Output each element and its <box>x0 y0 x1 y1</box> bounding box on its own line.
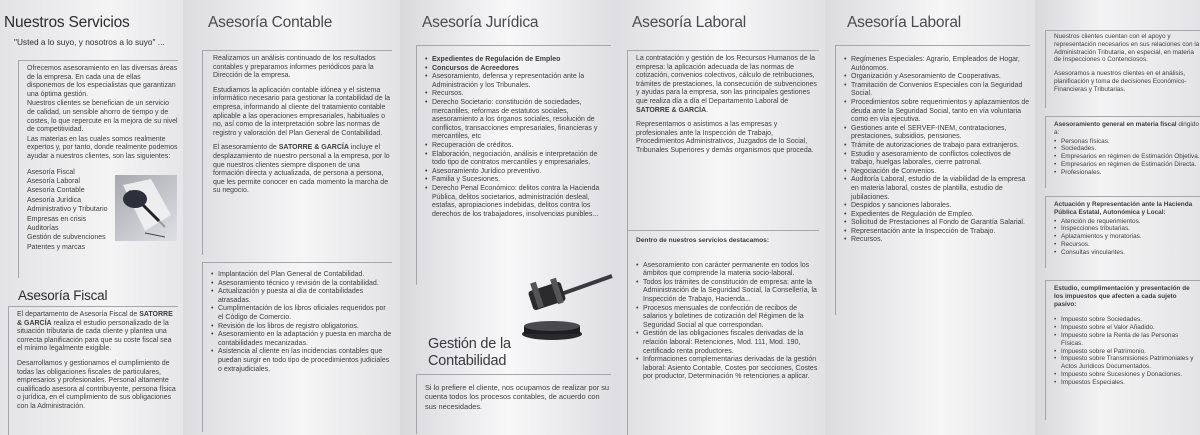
hacienda-item: • Aplazamientos y moratorias. <box>1054 233 1200 241</box>
destacamos-list <box>636 262 819 382</box>
contable-title: Asesoría Contable <box>208 14 333 31</box>
general-fiscal-item: • Personas físicas. <box>1054 138 1200 146</box>
juridica-item: • Elaboración, negociación, análisis e interpretación de todo tipo de contratos mercantiles y empresariales. <box>425 151 611 168</box>
service-item: Auditorías <box>27 224 59 232</box>
contable-brand: SATORRE & GARCÍA <box>278 144 349 152</box>
laboral-list-box <box>835 45 1030 315</box>
fiscal-title: Asesoría Fiscal <box>18 288 108 303</box>
service-item: Asesoría Contable <box>27 187 85 195</box>
destacamos-item: • Asesoramiento con carácter permanente en todos los ámbitos que comprende la materia socio-laboral. <box>636 262 819 279</box>
hacienda-list <box>1054 218 1200 257</box>
general-fiscal-item: • Profesionales. <box>1054 169 1200 177</box>
laboral-item: • Regímenes Especiales: Agrario, Empleados de Hogar, Autónomos. <box>844 56 1030 73</box>
laboral-item: • Procedimientos sobre requerimientos y aplazamientos de deuda ante la Seguridad Social, tanto en vía voluntaria como en vía ejecutiva. <box>844 99 1030 125</box>
contable-p1: Realizamos un análisis continuado de los resultados contables y preparamos informes periódicos para la Dirección de la empresa. <box>213 55 376 80</box>
gestion-box <box>416 374 611 434</box>
laboral-p1-a: La contratación y gestión de los Recursos Humanos de la empresa: la aplicación adecuada de las normas de cotización, convenios colectivos, cálculo de retribuciones, trámites de prestaciones, la consecución de subvenciones y ayudas para la empresa, son las principales gestiones que realiza día a día el Departamento Laboral de <box>636 55 817 105</box>
service-item: Administrativo y Tributario <box>27 206 108 214</box>
general-fiscal-title-b: dirigido a: <box>1054 121 1199 136</box>
destacamos-item: • Informaciones complementarias derivadas de la gestión laboral: Asiento Contable, Costes por secciones, Costes por productor, Determinación % retenciones a aplicar. <box>636 356 819 382</box>
service-item: Asesoría Fiscal <box>27 168 75 176</box>
panel-asesoria-contable <box>183 0 400 435</box>
contable-p3-b: incluye el desplazamiento de nuestro personal a la empresa, por lo que nuestros clientes siempre disponen de una formación directa y actualizada, de persona a persona, que les permite conocer en cada momento la marcha de su negocio. <box>213 144 390 195</box>
destacamos-item: • Todos los trámites de constitución de empresa: ante la Administración de la Seguridad Social, la Consellería, la Inspección de Trabajo, Hacienda... <box>636 279 819 305</box>
impuestos-list <box>1054 316 1200 386</box>
services-box <box>18 60 178 278</box>
destacamos-item: • Procesos mensuales de confección de recibos de salarios y boletines de cotización del Régimen de la Seguridad Social al que correspondan. <box>636 305 819 331</box>
laboral-title-2: Asesoría Laboral <box>847 14 961 31</box>
gavel-icon <box>520 272 617 344</box>
laboral-item: • Estudio y asesoramiento de conflictos colectivos de trabajo, huelgas laborales, cierre patronal. <box>844 151 1030 168</box>
laboral-p2: Representamos o asistimos a las empresas y profesionales ante la Inspección de Trabajo, Procedimientos Administrativos, Juzgados de lo Social, Tribunales Superiores y demás organismos que proceda. <box>636 121 814 154</box>
contable-item: • Cumplimentación de los libros oficiales requeridos por el Código de Comercio. <box>211 305 392 322</box>
laboral-title-1: Asesoría Laboral <box>632 14 746 31</box>
laboral-item: • Negociación de Convenios. <box>844 168 1030 177</box>
tagline: "Usted a lo suyo, y nosotros a lo suyo" ... <box>14 37 165 47</box>
destacamos-box <box>627 230 819 435</box>
contable-box <box>202 50 392 255</box>
panel-asesoria-laboral-1 <box>617 0 825 435</box>
impuesto-item: • Impuesto sobre Transmisiones Patrimoniales y Actos Jurídicos Documentados. <box>1054 355 1200 371</box>
laboral-list <box>844 56 1030 245</box>
juridica-item: • Recursos. <box>425 90 611 99</box>
contable-p3-a: El asesoramiento de <box>213 144 279 152</box>
service-item: Empresas en crisis <box>27 215 87 223</box>
laboral-item: • Expedientes de Regulación de Empleo. <box>844 211 1030 220</box>
service-item: Asesoría Laboral <box>27 177 80 185</box>
contable-item: • Implantación del Plan General de Contabilidad. <box>211 271 392 280</box>
fiscal-p1-a: El departamento de Asesoría Fiscal de <box>17 311 140 318</box>
destacamos-title: Dentro de nuestros servicios destacamos: <box>636 237 770 244</box>
juridica-list <box>425 56 611 219</box>
impuesto-item: • Impuesto sobre Sociedades. <box>1054 316 1200 324</box>
service-item: Gestión de subvenciones <box>27 234 106 242</box>
fiscal-detail-p2: Asesoramos a nuestros clientes en el análisis, planificación y toma de decisiones Económico-Financieras y Tributarias. <box>1054 70 1187 93</box>
gestion-text: Si lo prefiere el cliente, nos ocupamos de realizar por su cuenta todos los procesos contables, de acuerdo con sus necesidades. <box>425 383 610 411</box>
fiscal-intro-box <box>1045 30 1200 108</box>
laboral-item: • Organización y Asesoramiento de Cooperativas. <box>844 73 1030 82</box>
juridica-title: Asesoría Jurídica <box>422 14 539 31</box>
panel-fiscal-details <box>1035 0 1200 435</box>
contable-p2: Estudiamos la aplicación contable idónea y el sistema informático necesario para gestionar la contabilidad de la empresa, informando al cliente del tratamiento contable aplicable a las operaciones empresariales, habituales o no, así como de la interpretación sobre las normas de registro y valoración del Plan General de Contabilidad. <box>213 86 391 137</box>
laboral-item: • Tramitación de Convenios Especiales con la Seguridad Social. <box>844 82 1030 99</box>
impuestos-box <box>1045 280 1200 420</box>
contable-list-box <box>202 262 392 432</box>
general-fiscal-item: • Empresarios en régimen de Estimación Directa. <box>1054 161 1200 169</box>
hacienda-item: • Atención de requerimientos. <box>1054 218 1200 226</box>
juridica-item: • Concursos de Acreedores <box>425 65 611 74</box>
service-item: Patentes y marcas <box>27 243 85 251</box>
general-fiscal-list <box>1054 138 1200 177</box>
contable-item: • Revisión de los libros de registro obligatorios. <box>211 323 392 332</box>
general-fiscal-box <box>1045 116 1200 188</box>
hacienda-item: • Consultas vinculantes. <box>1054 249 1200 257</box>
laboral-item: • Solicitud de Prestaciones al Fondo de Garantía Salarial. <box>844 219 1030 228</box>
juridica-item: • Expedientes de Regulación de Empleo <box>425 56 611 65</box>
laboral-p1-b: . <box>706 106 709 114</box>
juridica-item: • Asesoramiento Jurídico preventivo. <box>425 168 611 177</box>
contable-item: • Asesoramiento en la adaptación y puesta en marcha de contabilidades mecanizadas. <box>211 331 392 348</box>
fiscal-box <box>8 306 178 435</box>
fiscal-detail-p1: Nuestros clientes cuentan con el apoyo y representación necesarios en sus relaciones con la Administración Tributaria, en especial, en materia de Inspecciones o Contenciosos. <box>1054 33 1200 64</box>
fiscal-p1-b: realiza el estudio personalizado de la situación tributaria de cada cliente y plantea una correcta planificación para que su coste fiscal sea el mínimo legalmente exigible. <box>17 319 172 353</box>
laboral-item: • Representación ante la Inspección de Trabajo. <box>844 228 1030 237</box>
laboral-item: • Trámite de autorizaciones de trabajo para extranjeros. <box>844 142 1030 151</box>
hacienda-title: Actuación y Representación ante la Hacienda Pública Estatal, Autonómica y Local: <box>1054 201 1193 216</box>
laboral-item: • Gestiones ante el SERVEF-INEM, contrataciones, prestaciones, subsidios, pensiones. <box>844 125 1030 142</box>
contable-item: • Actualización y puesta al día de contabilidades atrasadas. <box>211 288 392 305</box>
laboral-item: • Auditoría Laboral, estudio de la viabilidad de la empresa en materia laboral, costes de plantilla, estudio de jubilaciones. <box>844 176 1030 202</box>
panel-asesoria-laboral-2 <box>825 0 1035 435</box>
laboral-item: • Recursos. <box>844 236 1030 245</box>
gestion-title: Gestión de la Contabilidad <box>428 336 511 369</box>
laboral-intro-box <box>627 50 819 232</box>
juridica-item: • Derecho Penal Económico: delitos contra la Hacienda Pública, delitos societarios, administración desleal, estafas, apropiaciones indebidas, delitos contra los derechos de los trabajadores, insolvencias punibles... <box>425 185 611 219</box>
juridica-item: • Asesoramiento, defensa y representación ante la Administración y los Tribunales. <box>425 73 611 90</box>
panel-asesoria-juridica <box>400 0 617 435</box>
laboral-item: • Despidos y sanciones laborales. <box>844 202 1030 211</box>
impuestos-title: Estudio, cumplimentación y presentación de los impuestos que afecten a cada sujeto pasivo: <box>1054 285 1190 308</box>
services-intro-3: Las materias en las cuales somos realmente expertos y, por tanto, donde realmente podemos ayudar a nuestros clientes, son las siguientes: <box>27 135 178 160</box>
hacienda-item: • Recursos. <box>1054 241 1200 249</box>
general-fiscal-item: • Empresarios en régimen de Estimación Objetiva. <box>1054 153 1200 161</box>
services-title: Nuestros Servicios <box>4 14 130 31</box>
services-intro-1: Ofrecemos asesoramiento en las diversas áreas de la empresa. En cada una de ellas disponemos de los especialistas que garantizan una óptima gestión. <box>27 65 178 98</box>
juridica-box <box>416 45 611 285</box>
impuesto-item: • Impuestos Especiales. <box>1054 379 1200 387</box>
contable-list <box>211 271 392 374</box>
juridica-item: • Derecho Societario: constitución de sociedades, mercantiles, reformas de estatutos sociales, asesoramiento a los órganos sociales, resolución de conflictos, transacciones empresariales, financieras y mercantiles, etc <box>425 99 611 142</box>
contable-item: • Asistencia al cliente en las incidencias contables que puedan surgir en todo tipo de procedimientos judiciales o extrajudiciales. <box>211 348 392 374</box>
hacienda-box <box>1045 196 1200 268</box>
impuesto-item: • Impuesto sobre Sucesiones y Donaciones. <box>1054 371 1200 379</box>
impuesto-item: • Impuesto sobre el Valor Añadido. <box>1054 324 1200 332</box>
service-item: Asesoría Jurídica <box>27 196 82 204</box>
general-fiscal-title: Asesoramiento general en materia fiscal <box>1054 121 1177 128</box>
contable-item: • Asesoramiento técnico y revisión de la contabilidad. <box>211 280 392 289</box>
fiscal-brand: SATORRE & GARCÍA <box>17 311 173 327</box>
juridica-item: • Recuperación de créditos. <box>425 142 611 151</box>
destacamos-item: • Gestión de las obligaciones fiscales derivadas de la relación laboral: Retenciones, Mod. 111, Mod. 190, certificado renta productores. <box>636 330 819 356</box>
laboral-brand: SATORRE & GARCÍA <box>636 106 707 114</box>
fiscal-p2: Desarrollamos y gestionamos el cumplimiento de todas las obligaciones fiscales de particulares, empresarios y profesionales. Personal altamente cualificado asesora al contribuyente, persona física o jurídica, en el cumplimiento de sus obligaciones con la Administración. <box>17 359 176 410</box>
pen-writing-photo <box>115 175 177 241</box>
general-fiscal-item: • Sociedades. <box>1054 145 1200 153</box>
services-intro-2: Nuestros clientes se benefician de un servicio de calidad, un sensible ahorro de tiempo y de costes, lo que repercute en la mejora de su nivel de competitividad. <box>27 100 178 134</box>
impuesto-item: • Impuesto sobre la Renta de las Personas Físicas. <box>1054 332 1200 348</box>
impuesto-item: • Impuesto sobre el Patrimonio. <box>1054 348 1200 356</box>
hacienda-item: • Inspecciones tributarias. <box>1054 225 1200 233</box>
panel-nuestros-servicios <box>0 0 183 435</box>
juridica-item: • Familia y Sucesiones. <box>425 176 611 185</box>
